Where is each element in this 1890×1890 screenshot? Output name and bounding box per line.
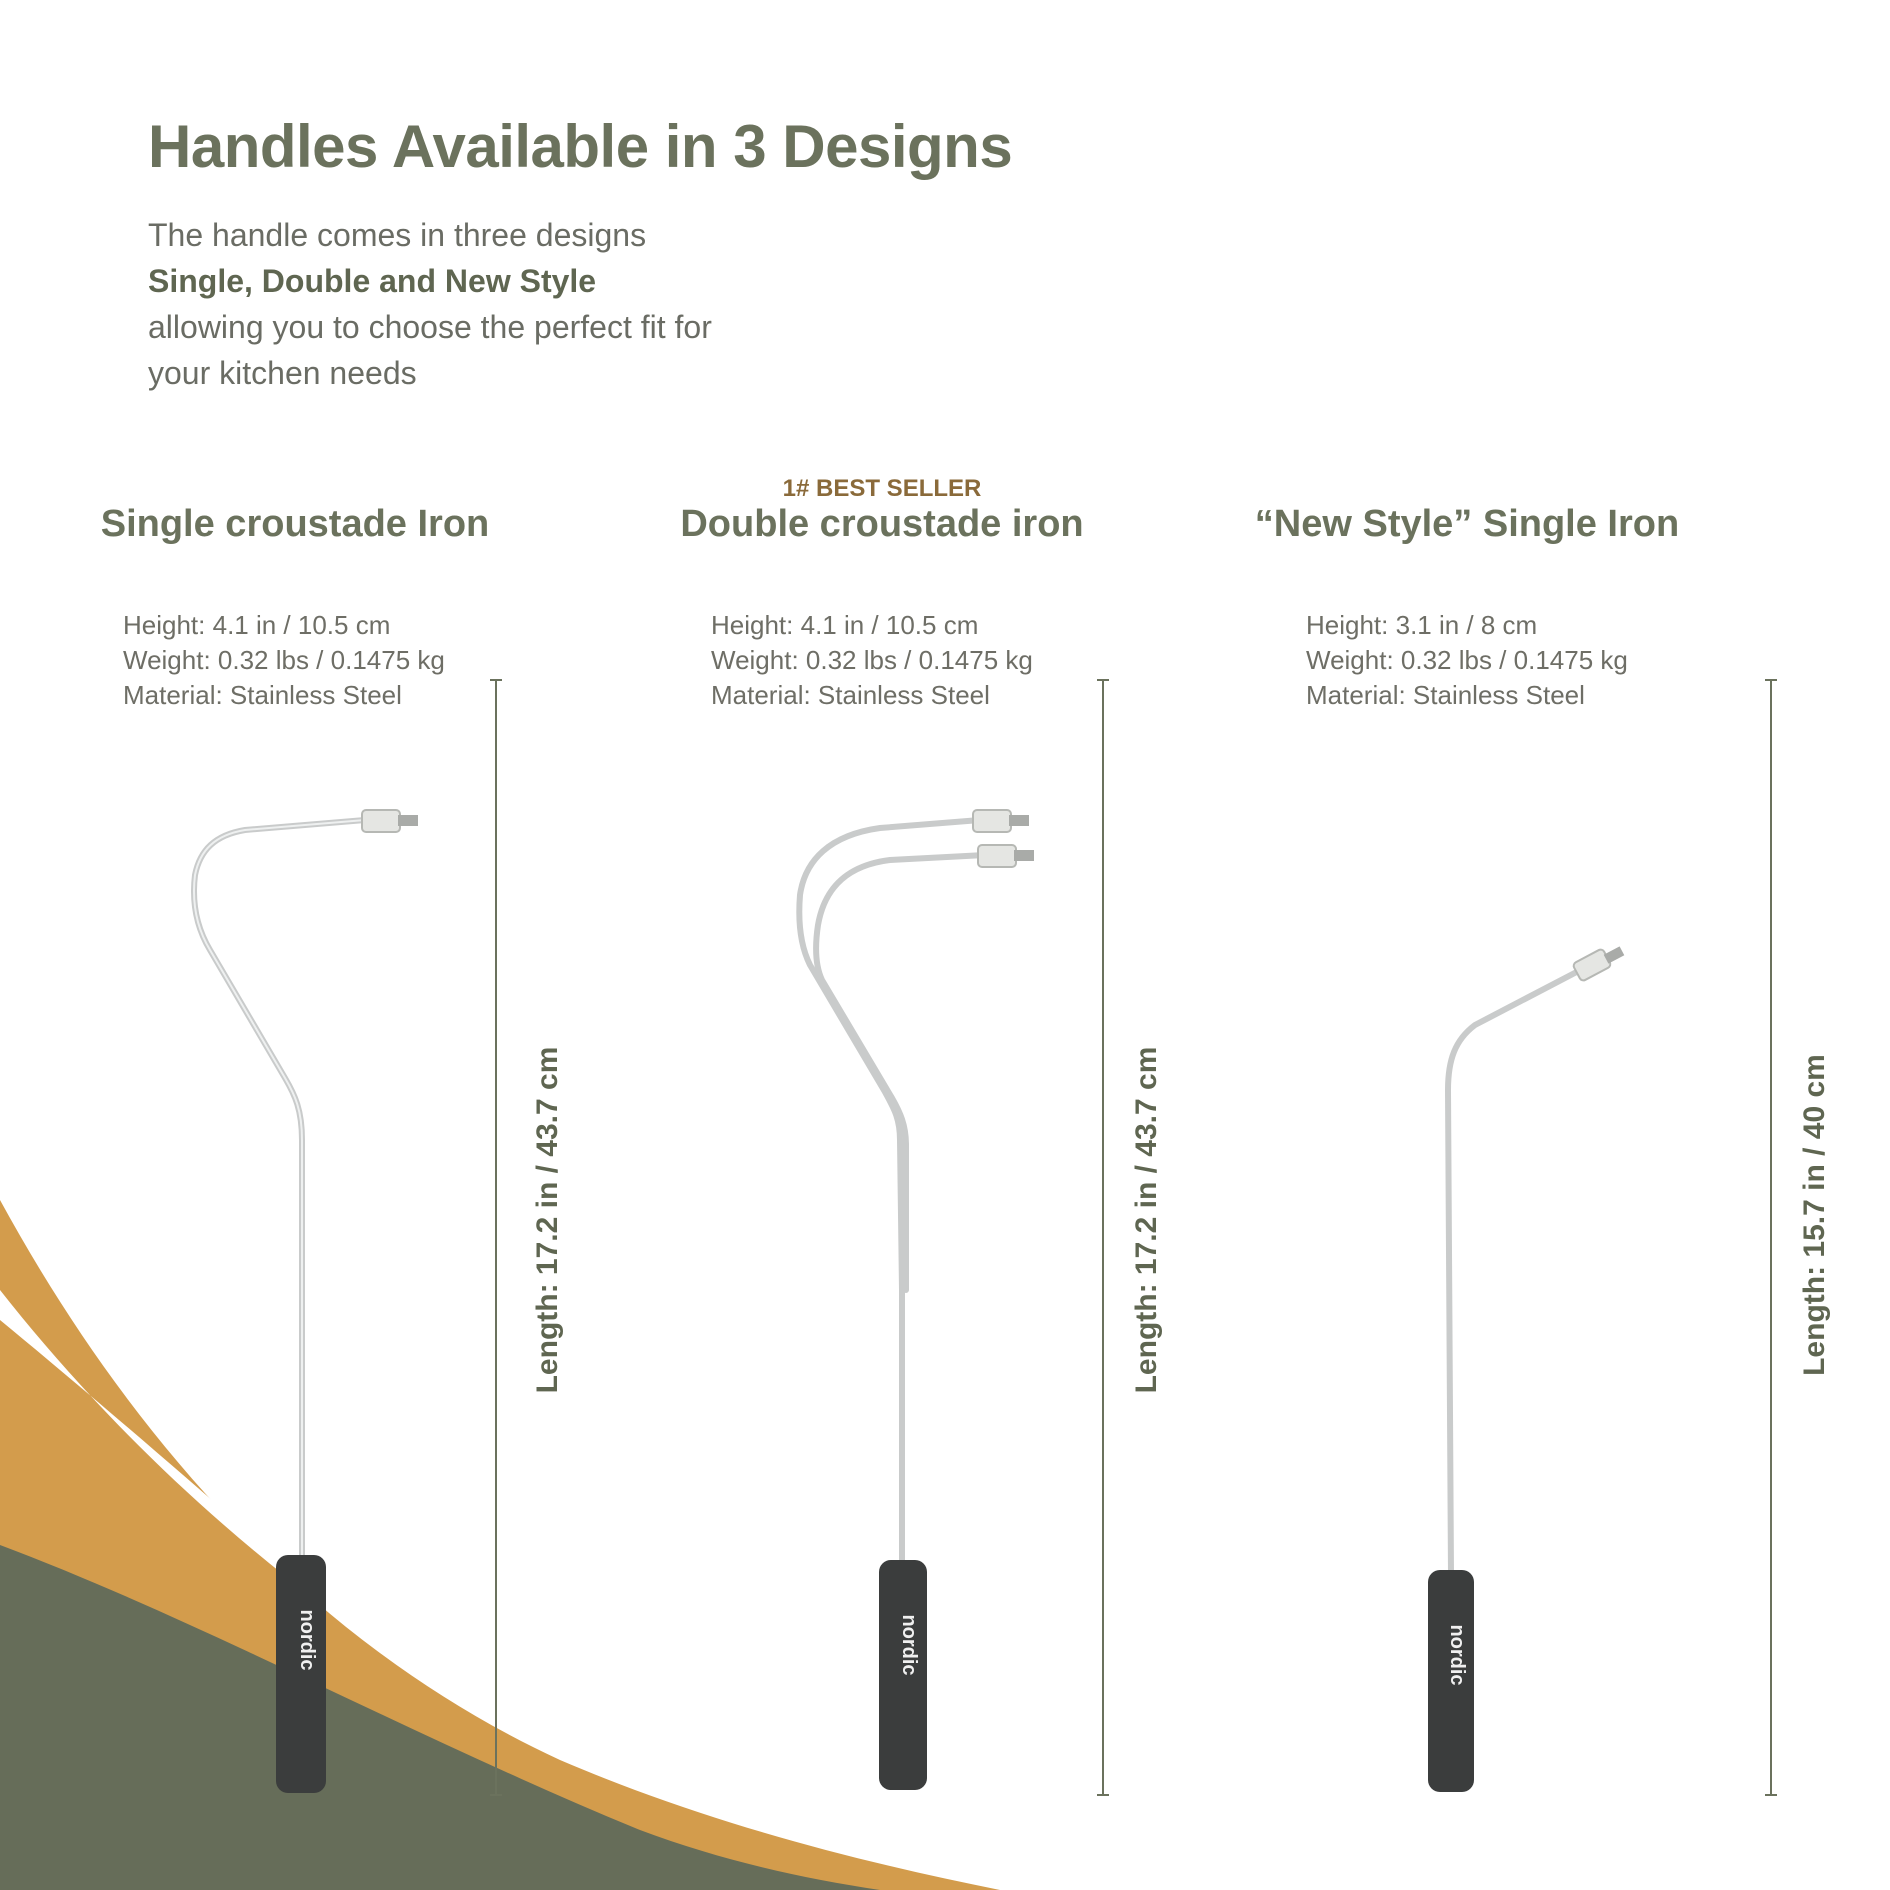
intro-line-3: allowing you to choose the perfect fit for [148, 309, 712, 345]
spec-height: Height: 3.1 in / 8 cm [1306, 610, 1538, 640]
best-seller-badge: 1# BEST SELLER [782, 475, 982, 502]
spec-material: Material: Stainless Steel [123, 680, 402, 710]
intro-bold-line: Single, Double and New Style [148, 263, 597, 299]
product-title-new-style: “New Style” Single Iron [1254, 503, 1680, 545]
intro-line-4: your kitchen needs [148, 355, 417, 391]
spec-material: Material: Stainless Steel [1306, 680, 1585, 710]
spec-height: Height: 4.1 in / 10.5 cm [123, 610, 391, 640]
steel-rod [1448, 965, 1590, 1575]
product-title-single: Single croustade Iron [100, 503, 490, 545]
length-label-new-style: Length: 15.7 in / 40 cm [1798, 1054, 1831, 1376]
handle-brand-text: nordic [1446, 1624, 1468, 1686]
page-title: Handles Available in 3 Designs [148, 113, 1013, 180]
product-title-double: Double croustade iron [680, 503, 1084, 545]
thread-connector [1572, 948, 1611, 982]
spec-material: Material: Stainless Steel [711, 680, 990, 710]
spec-height: Height: 4.1 in / 10.5 cm [711, 610, 979, 640]
length-label-double: Length: 17.2 in / 43.7 cm [1130, 1046, 1163, 1394]
spec-weight: Weight: 0.32 lbs / 0.1475 kg [1306, 645, 1628, 675]
intro-line-1: The handle comes in three designs [148, 217, 647, 253]
length-label-single: Length: 17.2 in / 43.7 cm [531, 1046, 564, 1394]
handle-brand-text: nordic [296, 1609, 318, 1671]
handle-brand-text: nordic [898, 1614, 920, 1676]
spec-weight: Weight: 0.32 lbs / 0.1475 kg [711, 645, 1033, 675]
spec-weight: Weight: 0.32 lbs / 0.1475 kg [123, 645, 445, 675]
